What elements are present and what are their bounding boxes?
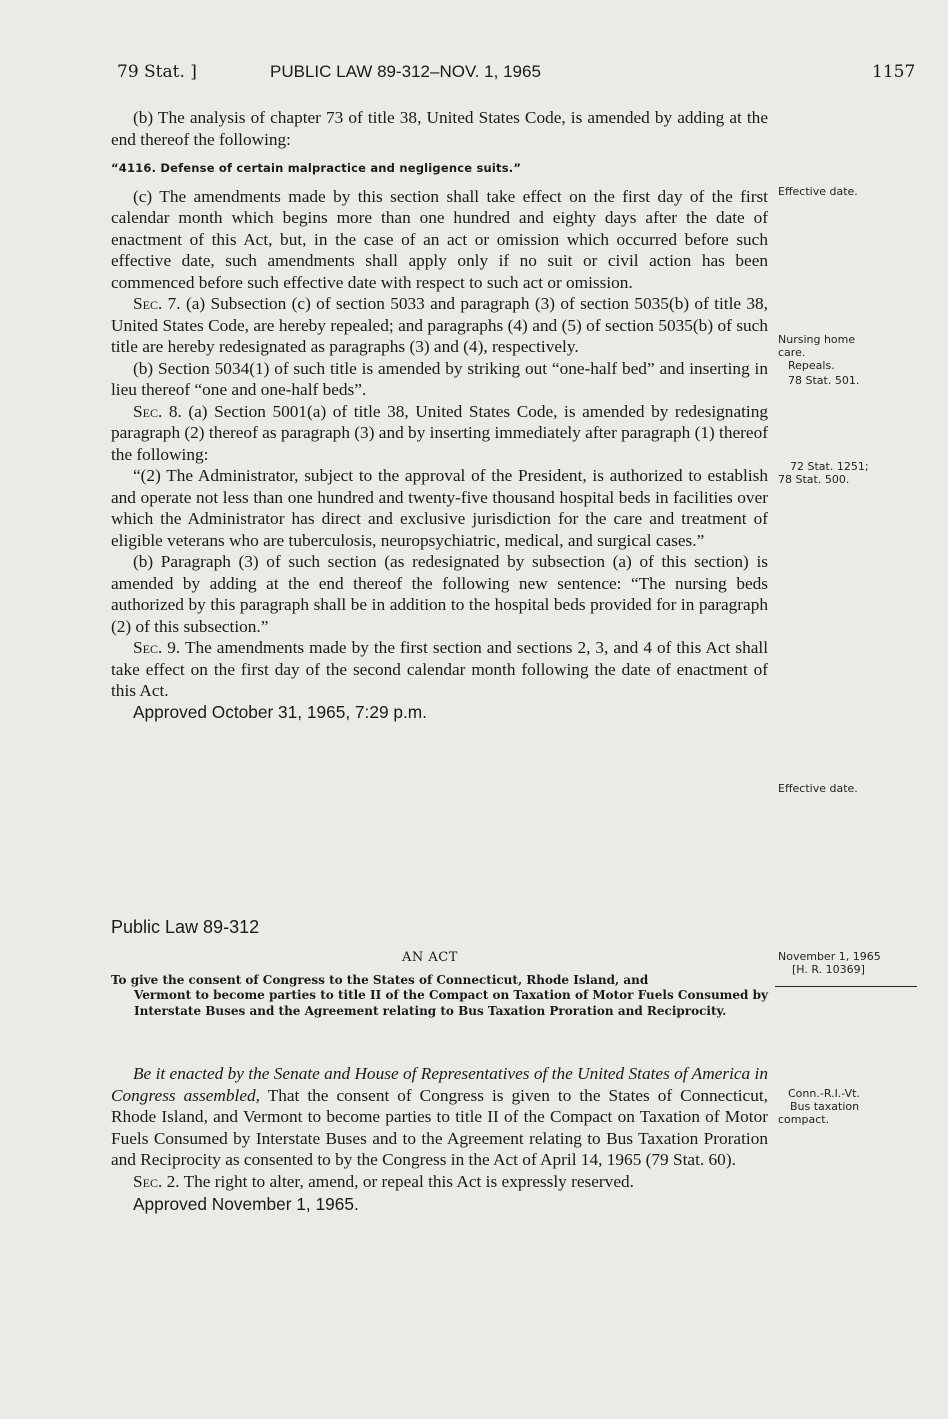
section-8-a-text: (a) Section 5001(a) of title 38, United States Code, is amended by redesignating paragraph (2) thereof as paragraph (3) and by inserting immediately after paragraph (1) thereof the following: <box>111 401 768 464</box>
section-8-a <box>111 401 768 466</box>
margin-bill-ref <box>778 950 928 976</box>
law2-text-column <box>111 1063 768 1216</box>
paragraph-b-analysis: (b) The analysis of chapter 73 of title 38, United States Code, is amended by adding at the end thereof the following: <box>111 108 768 149</box>
enacting-clause <box>111 1063 768 1171</box>
margin-nursing-home-line2: care. <box>778 346 806 359</box>
margin-stat-78-501: 78 Stat. 501. <box>788 374 860 387</box>
margin-effective-date-1: Effective date. <box>778 185 858 198</box>
margin-nursing-home-line1: Nursing home <box>778 333 856 346</box>
margin-conn-line1: Conn.-R.I.-Vt. <box>788 1087 860 1100</box>
section-9-text: The amendments made by the first section and sections 2, 3, and 4 of this Act shall take effect on the first day of the second calendar month following the date of enactment of this Act. <box>111 638 769 700</box>
page-number: 1157 <box>872 62 916 82</box>
an-act-heading: AN ACT <box>402 950 458 965</box>
section-8-quote: “(2) The Administrator, subject to the approval of the President, is authorized to establish and operate not less than one hundred and twenty-five thousand hospital beds in facilities over which the Administrator has direct and exclusive jurisdiction for the care and treatment of eligible veterans who are tuberculosis, neuropsychiatric, medical, and surgical cases.” <box>111 466 768 550</box>
section-7-b: (b) Section 5034(1) of such title is amended by striking out “one-half bed” and inserting in lieu thereof “one and one-half beds”. <box>111 358 768 399</box>
paragraph-c-effective: (c) The amendments made by this section shall take effect on the first day of the first calendar month which begins more than one hundred and eighty days after the date of enactment of this Act, but, in the case of an act or omission which occurred before such effective date, such amendments shall apply only if no suit or civil action has been commenced before such effective date with respect to such act or omission. <box>111 186 768 292</box>
enacting-clause-text: That the consent of Congress is given to the States of Connecticut, Rhode Island, and Vermont to become parties to title II of the Compact on Taxation of Motor Fuels Consumed by Interstate Buses and to the Agreement relating to Bus Taxation Proration and Reciprocity as consented to by the Congress in the Act of April 14, 1965 (79 Stat. 60). <box>111 1085 768 1169</box>
section-4116-quote: “4116. Defense of certain malpractice and negligence suits.” <box>111 161 522 175</box>
approved-date-1: Approved October 31, 1965, 7:29 p.m. <box>133 701 427 722</box>
margin-rule <box>775 986 917 987</box>
enacting-clause-italic: Be it enacted by the Senate and House of Representatives of the United States of America in Congress assembled, <box>111 1064 768 1105</box>
margin-conn-line3: compact. <box>778 1113 830 1126</box>
margin-repeals: Repeals. <box>788 359 835 372</box>
section-7-a <box>111 293 768 358</box>
volume-label: 79 Stat. ] <box>117 62 197 82</box>
page-header-title: PUBLIC LAW 89-312–NOV. 1, 1965 <box>270 62 541 81</box>
section-8-label: Sec. 8. <box>133 401 182 421</box>
margin-nov-date: November 1, 1965 <box>778 950 881 963</box>
section-7-a-text: (a) Subsection (c) of section 5033 and paragraph (3) of section 5035(b) of title 38, United States Code, are hereby repealed; and paragraphs (4) and (5) of section 5035(b) of such title are hereby redesignated as paragraphs (3) and (4), respectively. <box>111 294 769 356</box>
section-9-label: Sec. 9. <box>133 638 181 657</box>
approved-date-2: Approved November 1, 1965. <box>133 1194 359 1214</box>
public-law-title: Public Law 89-312 <box>111 917 260 937</box>
margin-effective-date-2: Effective date. <box>778 782 858 795</box>
act-purpose-rest: Vermont to become parties to title II of the Compact on Taxation of Motor Fuels Consumed by Interstate Buses and the Agreement relating to Bus Taxation Proration and Reciprocity. <box>134 988 768 1018</box>
law2-section-2 <box>111 1171 768 1193</box>
margin-hr-number: [H. R. 10369] <box>792 963 865 976</box>
margin-stat-72-1251: 72 Stat. 1251; <box>790 460 869 473</box>
margin-conn-line2: Bus taxation <box>790 1100 860 1113</box>
margin-stat-78-500: 78 Stat. 500. <box>778 473 850 486</box>
margin-conn-compact <box>778 1087 928 1126</box>
section-9 <box>111 637 768 702</box>
act-purpose-first-line: To give the consent of Congress to the States of Connecticut, Rhode Island, and <box>111 973 649 987</box>
section-8-b: (b) Paragraph (3) of such section (as redesignated by subsection (a) of this section) is amended by adding at the end thereof the following new sentence: “The nursing beds authorized by this paragraph shall be in addition to the hospital beds provided for in paragraph (2) of this subsection.” <box>111 552 768 636</box>
law2-section-2-text: The right to alter, amend, or repeal this Act is expressly reserved. <box>183 1171 634 1191</box>
section-7-label: Sec. 7. <box>133 294 181 313</box>
law2-section-2-label: Sec. 2. <box>133 1171 180 1191</box>
margin-nursing-home <box>778 333 928 387</box>
act-purpose <box>111 973 768 1019</box>
margin-stat-refs <box>778 460 928 486</box>
law-text-column <box>111 107 768 723</box>
